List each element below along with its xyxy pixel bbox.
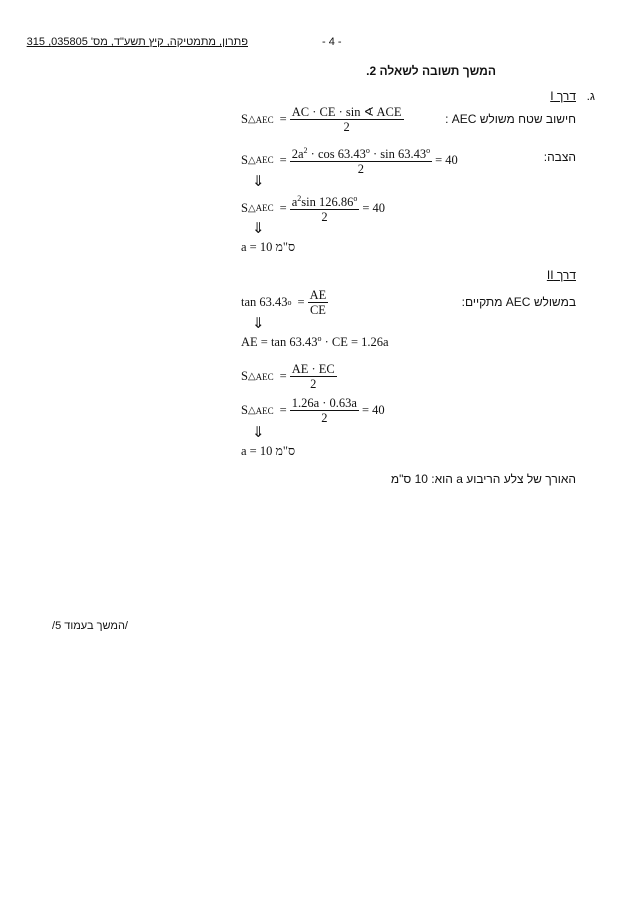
numerator: $a^2\sin$ 126.86$^o$ — [291, 194, 358, 209]
triangle-relation-label: במשולש AEC מתקיים: — [461, 295, 576, 309]
numerator: AE · EC — [291, 362, 335, 376]
area-symbol: S — [241, 112, 248, 126]
numerator: 1.26a · 0.63a — [291, 396, 357, 410]
triangle-icon: △ — [247, 202, 256, 214]
triangle-name: AEC — [255, 203, 274, 213]
result-a: a = 10 ס"מ — [241, 240, 296, 254]
substitution-label: הצבה: — [543, 150, 576, 164]
header-course-info: פתרון, מתמטיקה, קיץ תשע"ד, מס' 035805, 315 — [26, 36, 248, 48]
fraction — [290, 192, 360, 224]
triangle-name: AEC — [255, 405, 274, 416]
degree-symbol: o — [287, 298, 292, 307]
page-title: המשך תשובה לשאלה 2. — [366, 64, 496, 78]
continued-note: /המשך בעמוד 5/ — [52, 620, 128, 632]
numerator: AE — [309, 288, 327, 302]
implies-arrow-icon: ⇓ — [252, 172, 265, 190]
triangle-icon: △ — [247, 405, 256, 416]
method-1-heading: דרך I — [550, 89, 576, 103]
denominator: 2 — [321, 210, 328, 224]
area-calc-label: חישוב שטח משולש AEC : — [445, 112, 576, 126]
equation-area-formula: S △ AEC = $\frac{\text{AC · CE · sin ∢ ACE}}{2}$ — [241, 105, 402, 134]
triangle-name: AEC — [255, 114, 274, 125]
triangle-icon: △ — [247, 371, 256, 382]
denominator: 2 — [321, 411, 328, 425]
equation-substitution: S △ AEC = $\frac{2a^2 \cdot \cos 63.43^o \cdot \sin 63.43^o}{2}$ = 40 — [241, 146, 458, 176]
equation-area-numeric: S △ AEC = $\frac{1.26a \cdot 0.63a}{2}$ = 40 — [241, 396, 385, 425]
final-answer: האורך של צלע הריבוע a הוא: 10 ס"מ — [390, 472, 576, 486]
denominator: CE — [309, 303, 326, 317]
area-symbol: S — [241, 403, 248, 417]
tan-expression: tan 63.43 — [241, 295, 288, 309]
fraction — [308, 288, 329, 317]
denominator: 2 — [343, 120, 350, 134]
implies-arrow-icon: ⇓ — [252, 219, 265, 237]
page-number: - 4 - — [322, 36, 342, 48]
equation-tan: tan 63.43 o = $\frac{AE}{CE}$ — [241, 288, 327, 317]
denominator: 2 — [357, 162, 365, 176]
denominator: 2 — [310, 377, 317, 391]
equation-rhs: = 40 — [435, 152, 458, 167]
area-symbol: S — [241, 369, 248, 383]
triangle-icon: △ — [247, 154, 256, 166]
fraction — [290, 144, 432, 176]
implies-arrow-icon: ⇓ — [252, 314, 265, 332]
numerator: $2a^2 \cdot \cos 63.43^o \cdot \sin 63.43^o$ — [291, 146, 431, 161]
area-symbol: S — [241, 152, 248, 167]
equation-ae: AE = $\tan 63.43^o$ · CE = 1.26a — [241, 334, 389, 349]
equation-simplified: S △ AEC = $\frac{a^2\sin 126.86^o}{2}$ = 40 — [241, 194, 386, 224]
result-a-method-2: a = 10 ס"מ — [241, 444, 296, 458]
equation-area-ae-ec: S △ AEC = $\frac{AE \cdot EC}{2}$ — [241, 362, 335, 391]
triangle-icon: △ — [247, 114, 256, 125]
fraction — [290, 362, 337, 391]
equation-rhs: = 40 — [361, 403, 385, 417]
method-2-heading: דרך II — [546, 268, 576, 282]
implies-arrow-icon: ⇓ — [252, 423, 265, 441]
fraction — [290, 105, 404, 134]
numerator: AC · CE · sin ∢ ACE — [291, 105, 402, 119]
fraction — [290, 396, 359, 425]
triangle-name: AEC — [255, 371, 274, 382]
equation-rhs: = 40 — [362, 200, 386, 215]
area-symbol: S — [241, 200, 248, 215]
triangle-name: AEC — [255, 155, 274, 165]
section-label: ג. — [586, 89, 595, 103]
